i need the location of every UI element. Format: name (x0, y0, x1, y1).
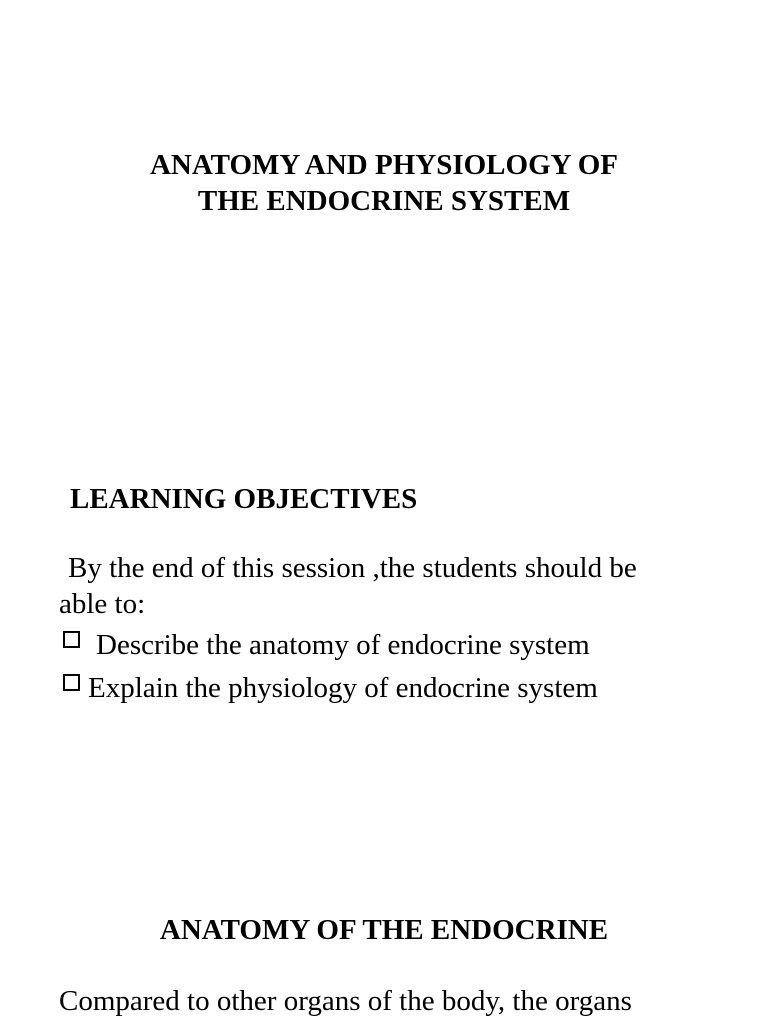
document-title (0, 147, 768, 219)
list-item (61, 670, 741, 713)
intro-line-2: able to: (59, 588, 146, 620)
section-heading: ANATOMY OF THE ENDOCRINE (159, 914, 609, 946)
objective-text: Describe the anatomy of endocrine system (96, 629, 590, 661)
objectives-list (61, 627, 741, 713)
objective-text: Explain the physiology of endocrine system (88, 672, 598, 704)
checkbox-icon (63, 631, 80, 648)
title-line-2: THE ENDOCRINE SYSTEM (197, 185, 571, 217)
intro-line-1: By the end of this session ,the students should be (68, 552, 637, 584)
paragraph-line-1: Compared to other organs of the body, the organs (59, 985, 632, 1017)
body-paragraph (59, 983, 719, 1024)
title-line-1: ANATOMY AND PHYSIOLOGY OF (149, 149, 619, 181)
objectives-intro (59, 550, 719, 622)
checkbox-icon (63, 674, 80, 691)
list-item (61, 627, 741, 670)
learning-objectives-heading: LEARNING OBJECTIVES (70, 483, 418, 515)
